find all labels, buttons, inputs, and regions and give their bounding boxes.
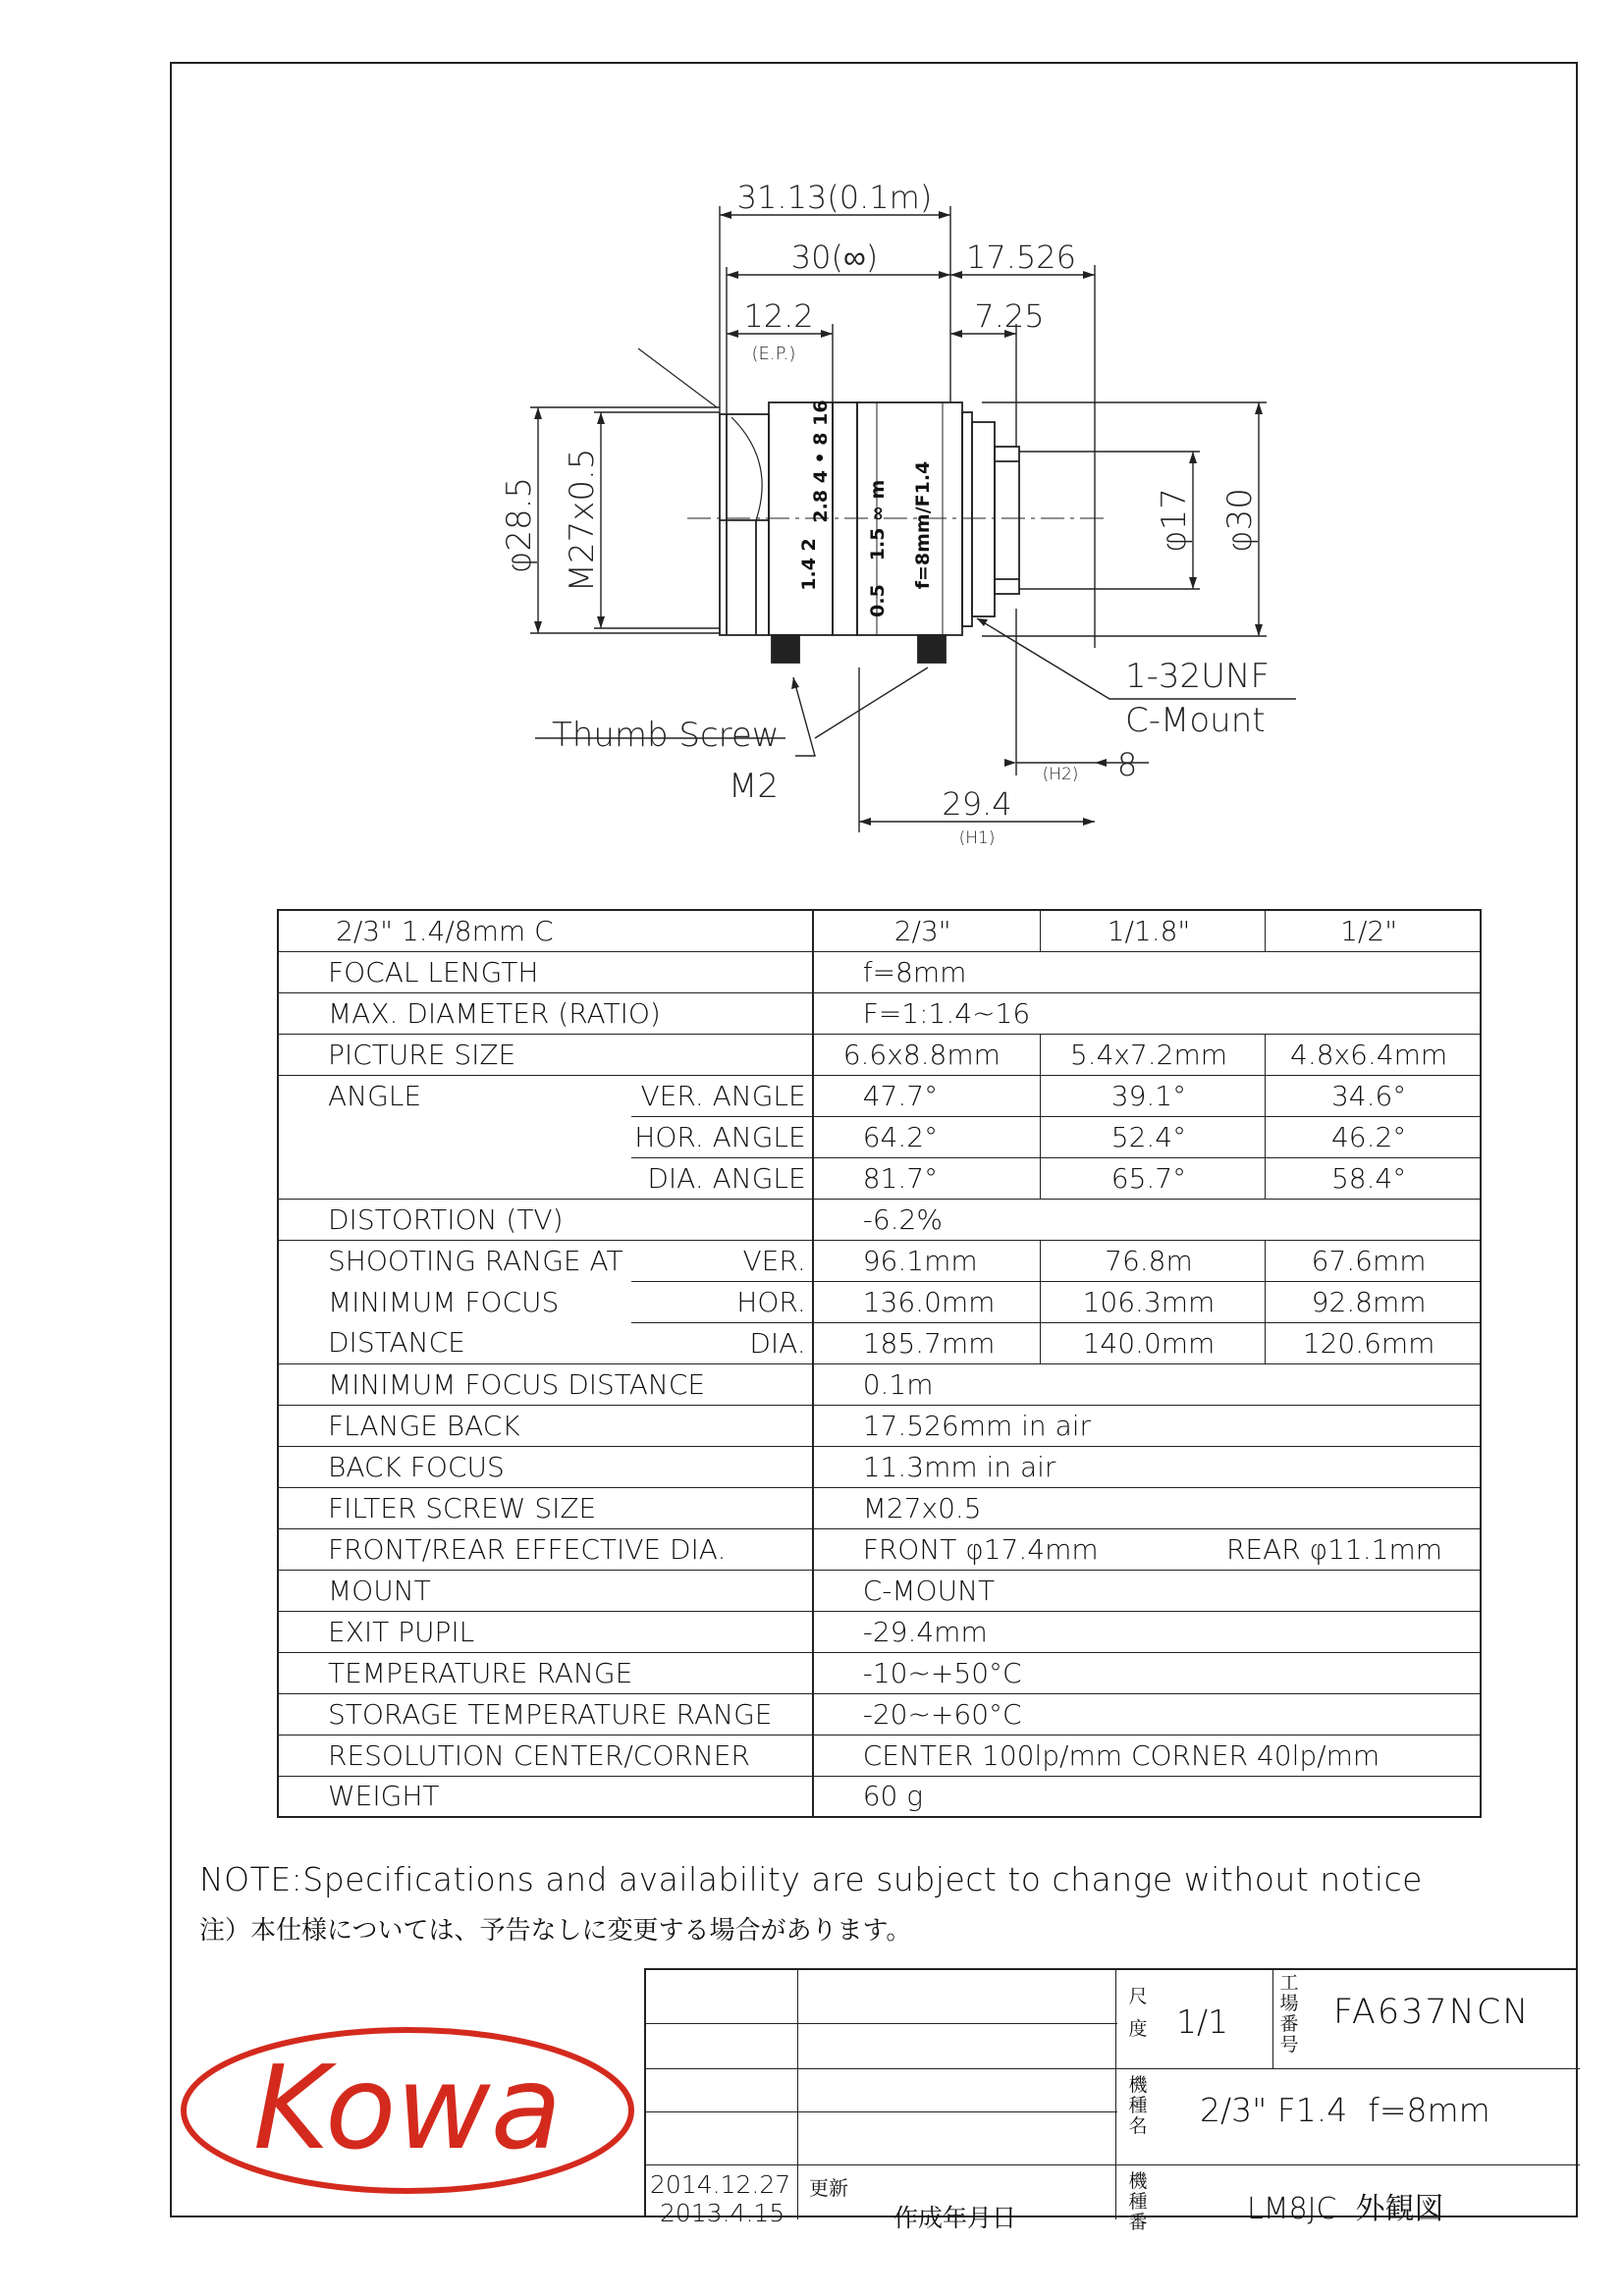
scale-value: 1/1: [1176, 2002, 1229, 2041]
spec-row-angle-dia: [278, 1157, 1481, 1199]
dim-12-2: 12.2: [743, 297, 814, 335]
dim-30: 30(∞): [790, 239, 879, 276]
spec-row-storage-temperature: [278, 1693, 1481, 1735]
spec-sublabel: HOR. ANGLE: [631, 1116, 813, 1157]
spec-value: CENTER 100lp/mm CORNER 40lp/mm: [813, 1735, 1481, 1776]
label-c-mount: C-Mount: [1125, 701, 1266, 740]
dim-17-526: 17.526: [966, 239, 1076, 276]
spec-row-angle-ver: [278, 1075, 1481, 1116]
spec-row-shooting-ver: [278, 1240, 1481, 1281]
revision-date: 2014.12.27: [650, 2170, 791, 2199]
focal-marking: f=8mm/F1.4: [912, 460, 934, 590]
dim-8: 8: [1116, 746, 1138, 783]
spec-label: FOCAL LENGTH: [278, 951, 813, 992]
spec-header-row: [278, 910, 1481, 951]
spec-label: FLANGE BACK: [278, 1405, 813, 1446]
spec-value-front: FRONT φ17.4mm: [862, 1532, 1099, 1566]
spec-label: PICTURE SIZE: [278, 1034, 813, 1075]
spec-value: 96.1mm: [813, 1240, 1040, 1281]
spec-value: 17.526mm in air: [813, 1405, 1481, 1446]
spec-sublabel: DIA.: [631, 1322, 813, 1363]
spec-value: 185.7mm: [813, 1322, 1040, 1363]
spec-value: C-MOUNT: [813, 1570, 1481, 1611]
spec-value: 81.7°: [813, 1157, 1040, 1199]
label-thumb-screw: Thumb Screw: [552, 716, 780, 755]
focus-scale-bottom: 0.5: [867, 584, 889, 617]
spec-value: 39.1°: [1040, 1075, 1266, 1116]
spec-row-angle-hor: [278, 1116, 1481, 1157]
spec-label: EXIT PUPIL: [278, 1611, 813, 1652]
spec-value: 34.6°: [1266, 1075, 1481, 1116]
spec-label: TEMPERATURE RANGE: [278, 1652, 813, 1693]
spec-value: 64.2°: [813, 1116, 1040, 1157]
rear-body: [972, 422, 995, 616]
spec-value: 140.0mm: [1040, 1322, 1266, 1363]
spec-value: 92.8mm: [1266, 1281, 1481, 1322]
dim-m27: M27x0.5: [563, 448, 602, 593]
spec-value: -10~+50°C: [813, 1652, 1481, 1693]
c-mount-thread: [995, 447, 1019, 594]
lens-drawing: [0, 0, 1623, 903]
dim-7-25: 7.25: [974, 297, 1045, 335]
spec-value: -29.4mm: [813, 1611, 1481, 1652]
spec-row-back-focus: [278, 1446, 1481, 1487]
spec-header-col1: 2/3": [813, 910, 1040, 951]
spec-label: DISTORTION (TV): [278, 1199, 813, 1240]
dim-ep: (E.P.): [751, 344, 796, 364]
spec-value: 6.6x8.8mm: [813, 1034, 1040, 1075]
spec-row-distortion: [278, 1199, 1481, 1240]
dim-h1: (H1): [958, 828, 996, 848]
spec-label: FILTER SCREW SIZE: [278, 1487, 813, 1528]
dim-31-13: 31.13(0.1m): [736, 179, 933, 216]
spec-row-effective-dia: [278, 1528, 1481, 1570]
spec-value: 67.6mm: [1266, 1240, 1481, 1281]
spec-row-temperature: [278, 1652, 1481, 1693]
spec-row-picture-size: [278, 1034, 1481, 1075]
model-number-label: 機 種 番: [1128, 2170, 1148, 2233]
spec-row-mount: [278, 1570, 1481, 1611]
spec-value: 46.2°: [1266, 1116, 1481, 1157]
logo-text: Kowa: [252, 2040, 563, 2175]
spec-value: 76.8m: [1040, 1240, 1266, 1281]
spec-value: M27x0.5: [813, 1487, 1481, 1528]
spec-value: 120.6mm: [1266, 1322, 1481, 1363]
spec-label: STORAGE TEMPERATURE RANGE: [278, 1693, 813, 1735]
spec-row-min-focus-distance: [278, 1363, 1481, 1405]
spec-row-max-diameter: [278, 992, 1481, 1034]
spec-value: 106.3mm: [1040, 1281, 1266, 1322]
spec-header-model: 2/3" 1.4/8mm C: [278, 910, 813, 951]
spec-value: -6.2%: [813, 1199, 1481, 1240]
spec-header-col3: 1/2": [1266, 910, 1481, 951]
spec-label: BACK FOCUS: [278, 1446, 813, 1487]
focus-scale-top: 1.5 ∞ m: [867, 479, 889, 561]
spec-label: RESOLUTION CENTER/CORNER: [278, 1735, 813, 1776]
label-1-32unf: 1-32UNF: [1125, 657, 1271, 696]
spec-label: MINIMUM FOCUS DISTANCE: [278, 1363, 813, 1405]
note-english: NOTE:Specifications and availability are subject to change without notice: [199, 1860, 1423, 1898]
thumb-screw-rear: [918, 635, 946, 663]
spec-value: f=8mm: [813, 951, 1481, 992]
spec-label: MOUNT: [278, 1570, 813, 1611]
spec-value: 4.8x6.4mm: [1266, 1034, 1481, 1075]
spec-value-rear: REAR φ11.1mm: [1225, 1532, 1442, 1566]
spec-label: ANGLE: [278, 1075, 631, 1116]
thumb-screw-front: [772, 635, 799, 663]
model-name-value: 2/3" F1.4 f=8mm: [1200, 2091, 1490, 2129]
label-m2: M2: [729, 767, 779, 806]
spec-sublabel: VER.: [631, 1240, 813, 1281]
spec-row-focal-length: [278, 951, 1481, 992]
spec-value: 52.4°: [1040, 1116, 1266, 1157]
dim-phi-28-5: φ28.5: [500, 476, 539, 574]
spec-sublabel: VER. ANGLE: [631, 1075, 813, 1116]
aperture-scale-bottom: 1.4 2: [798, 538, 820, 591]
spec-table: [277, 909, 1482, 1818]
model-name-label: 機 種 名: [1128, 2074, 1148, 2137]
spec-row-flange-back: [278, 1405, 1481, 1446]
created-label: 作成年月日: [893, 2204, 1017, 2232]
spec-row-shooting-hor: [278, 1281, 1481, 1322]
spec-value: 0.1m: [813, 1363, 1481, 1405]
spec-row-filter-screw: [278, 1487, 1481, 1528]
spec-value: 47.7°: [813, 1075, 1040, 1116]
kowa-logo: [175, 2022, 641, 2199]
scale-label: 尺 度: [1128, 1986, 1148, 2040]
spec-label: MAX. DIAMETER (RATIO): [278, 992, 813, 1034]
created-date: 2013.4.15: [660, 2199, 785, 2227]
factory-number-value: FA637NCN: [1333, 1993, 1531, 2032]
spec-value: F=1:1.4~16: [813, 992, 1481, 1034]
spec-label: SHOOTING RANGE AT: [278, 1240, 631, 1281]
spec-label: WEIGHT: [278, 1776, 813, 1817]
spec-value: -20~+60°C: [813, 1693, 1481, 1735]
spec-row-shooting-dia: [278, 1322, 1481, 1363]
spec-sublabel: DIA. ANGLE: [631, 1157, 813, 1199]
spec-value: 136.0mm: [813, 1281, 1040, 1322]
factory-number-label: 工 場 番 号: [1279, 1972, 1299, 2056]
dim-phi-17: φ17: [1155, 488, 1194, 553]
spec-value: 60 g: [813, 1776, 1481, 1817]
spec-label: FRONT/REAR EFFECTIVE DIA.: [278, 1528, 813, 1570]
dim-29-4: 29.4: [942, 785, 1012, 823]
note-japanese: 注）本仕様については、予告なしに変更する場合があります。: [199, 1916, 912, 1946]
spec-label: MINIMUM FOCUS: [278, 1281, 631, 1322]
spec-value: 58.4°: [1266, 1157, 1481, 1199]
model-number-value: LM8JC 外観図: [1247, 2192, 1444, 2226]
dim-h2: (H2): [1042, 765, 1079, 784]
spec-value: 5.4x7.2mm: [1040, 1034, 1266, 1075]
spec-label: DISTANCE: [278, 1322, 631, 1363]
spec-header-col2: 1/1.8": [1040, 910, 1266, 951]
spec-row-exit-pupil: [278, 1611, 1481, 1652]
spec-sublabel: HOR.: [631, 1281, 813, 1322]
dim-phi-30: φ30: [1220, 488, 1260, 553]
spec-value: 65.7°: [1040, 1157, 1266, 1199]
revision-label: 更新: [809, 2176, 848, 2200]
spec-row-resolution: [278, 1735, 1481, 1776]
spec-row-weight: [278, 1776, 1481, 1817]
aperture-scale-top: 2.8 4 • 8 16: [810, 400, 832, 523]
spec-value: 11.3mm in air: [813, 1446, 1481, 1487]
